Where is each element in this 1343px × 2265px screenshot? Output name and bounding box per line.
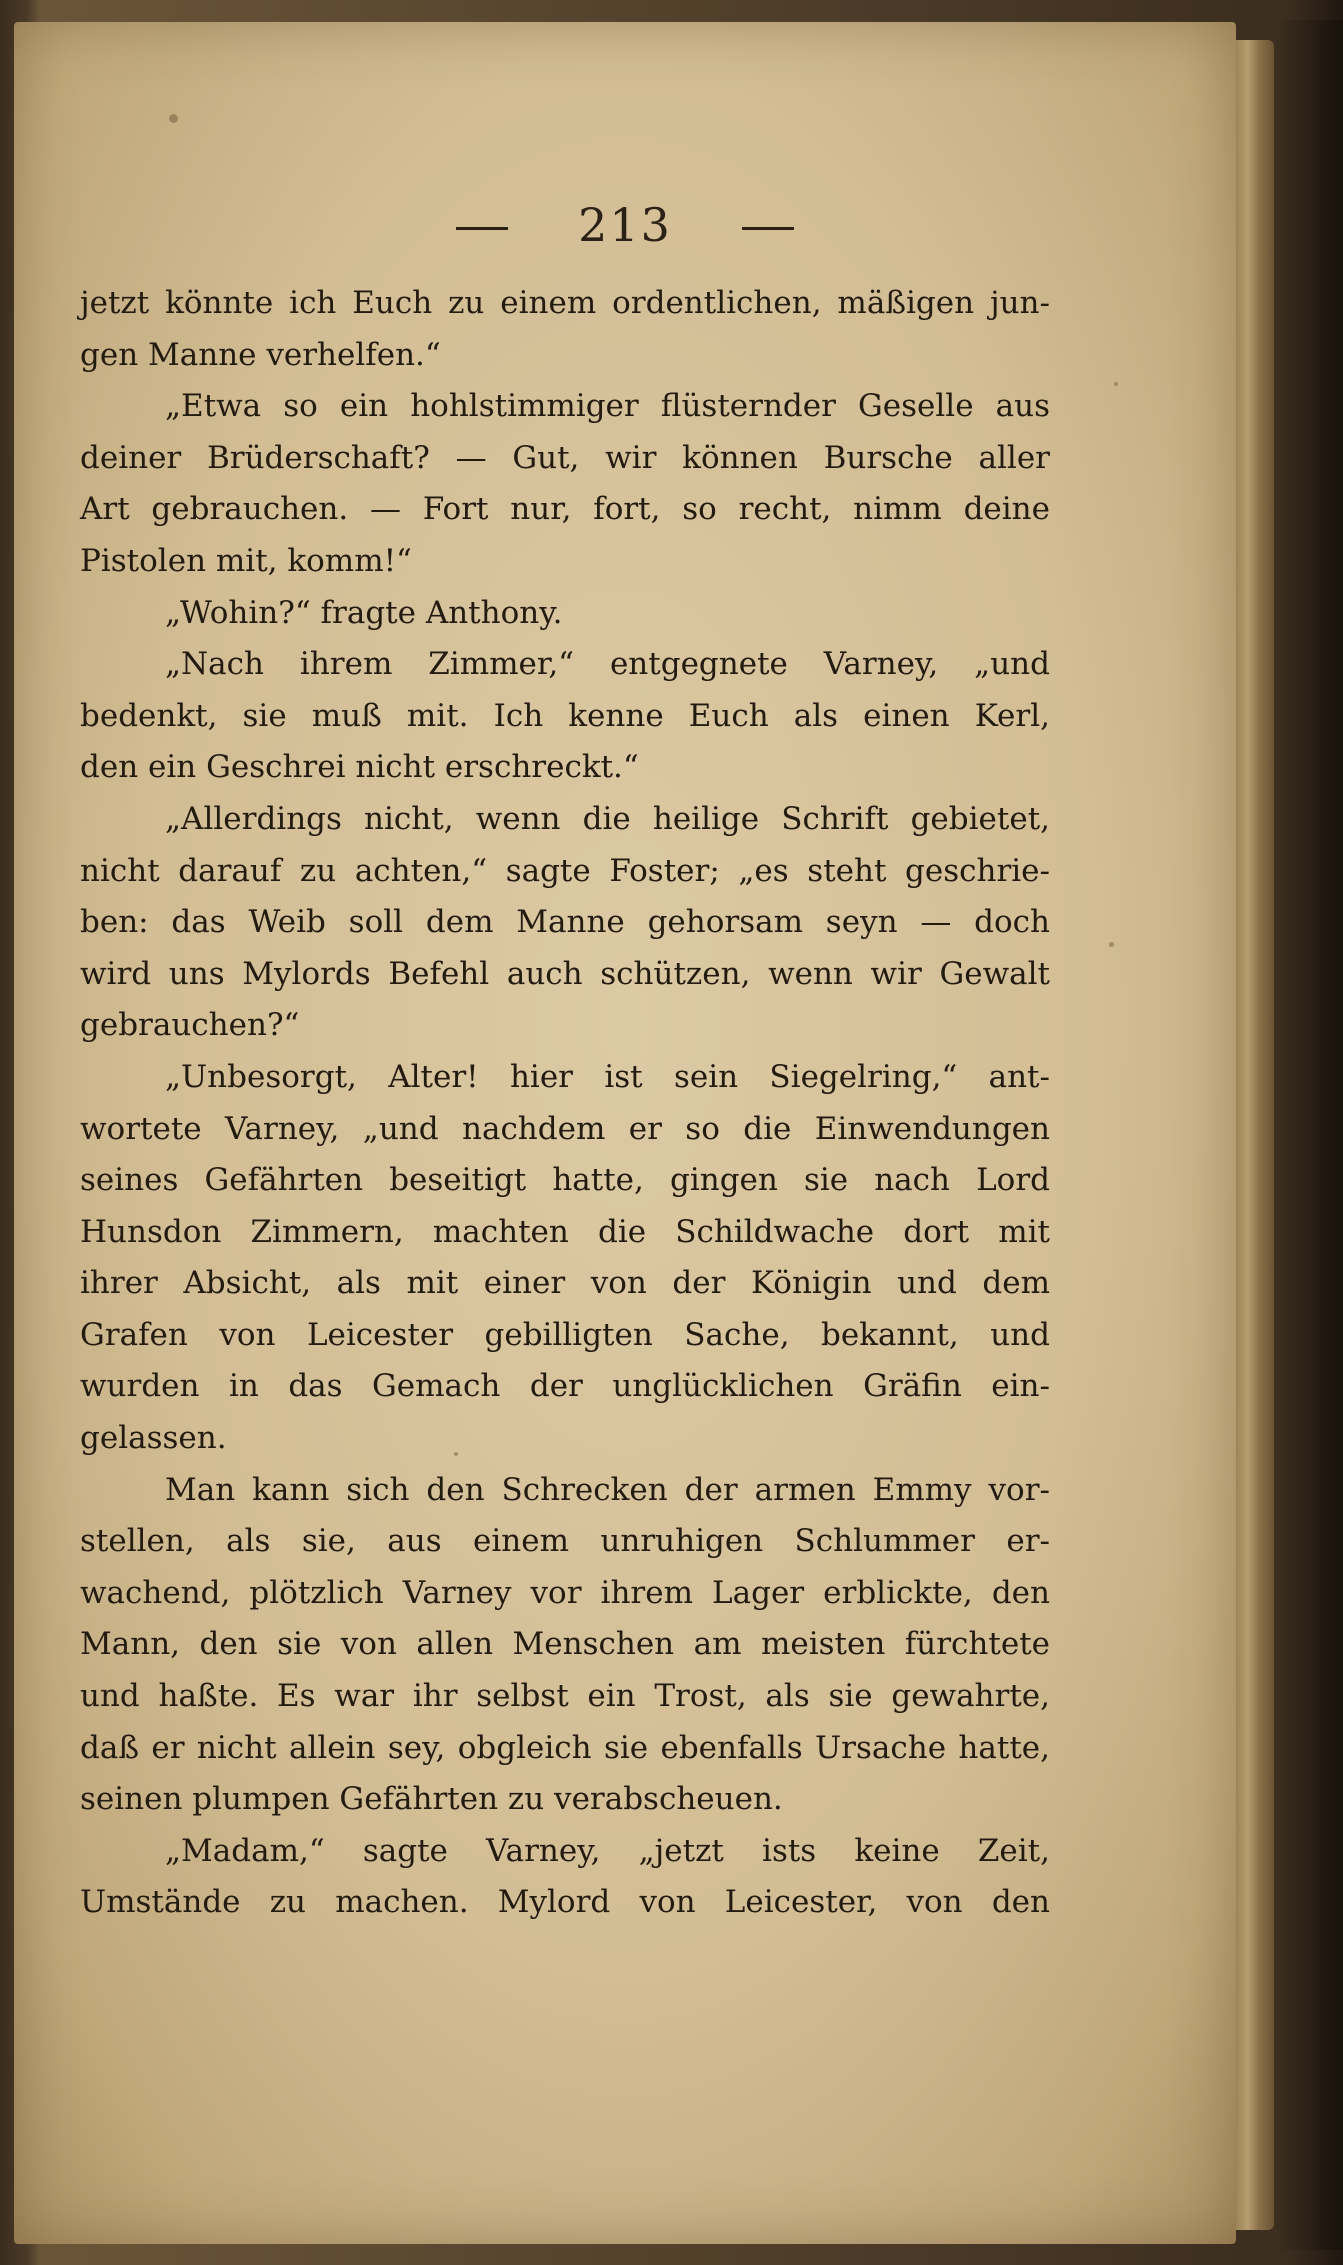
text-line: daß er nicht allein sey, obgleich sie ebenfalls Ursache hatte, — [80, 1729, 1050, 1766]
text-line: „Unbesorgt, Alter! hier ist sein Siegelring,“ ant- — [165, 1058, 1050, 1095]
text-line: jetzt könnte ich Euch zu einem ordentlichen, mäßigen jun- — [80, 285, 1050, 321]
body-text — [80, 278, 1050, 1929]
text-line: gen Manne verhelfen.“ — [80, 336, 441, 373]
text-line: Mann, den sie von allen Menschen am meisten fürchtete — [80, 1626, 1050, 1663]
text-line: den ein Geschrei nicht erschreckt.“ — [80, 749, 639, 786]
text-line: Grafen von Leicester gebilligten Sache, bekannt, und — [80, 1316, 1050, 1353]
text-line: seines Gefährten beseitigt hatte, gingen sie nach Lord — [80, 1162, 1050, 1199]
text-line: „Wohin?“ fragte Anthony. — [165, 594, 563, 631]
text-line: wachend, plötzlich Varney vor ihrem Lager erblickte, den — [80, 1574, 1050, 1611]
book-cover-edge — [1274, 20, 1343, 2250]
text-line: „Etwa so ein hohlstimmiger flüsternder Geselle aus — [165, 388, 1050, 425]
page-stack-edge — [1236, 40, 1274, 2230]
text-line: Pistolen mit, komm!“ — [80, 542, 412, 579]
text-line: Hunsdon Zimmern, machten die Schildwache dort mit — [80, 1213, 1050, 1250]
text-line: gelassen. — [80, 1420, 227, 1457]
page-number: 213 — [578, 198, 672, 252]
header-dash-right — [742, 227, 794, 230]
text-line: Art gebrauchen. — Fort nur, fort, so recht, nimm deine — [80, 491, 1050, 528]
text-line: wurden in das Gemach der unglücklichen Gräfin ein- — [80, 1368, 1050, 1405]
text-line: Man kann sich den Schrecken der armen Emmy vor- — [165, 1471, 1050, 1508]
text-line: nicht darauf zu achten,“ sagte Foster; „es steht geschrie- — [80, 852, 1050, 889]
paper-speck — [1114, 382, 1118, 386]
text-line: seinen plumpen Gefährten zu verabscheuen. — [80, 1781, 783, 1818]
text-line: „Madam,“ sagte Varney, „jetzt ists keine Zeit, — [165, 1832, 1050, 1869]
text-line: wortete Varney, „und nachdem er so die Einwendungen — [80, 1110, 1050, 1147]
text-line: ben: das Weib soll dem Manne gehorsam seyn — doch — [80, 904, 1050, 941]
text-line: „Allerdings nicht, wenn die heilige Schrift gebietet, — [165, 800, 1050, 837]
paper-speck — [1109, 942, 1114, 947]
header-dash-left — [456, 227, 508, 230]
text-line: deiner Brüderschaft? — Gut, wir können Bursche aller — [80, 439, 1050, 476]
text-line: stellen, als sie, aus einem unruhigen Schlummer er- — [80, 1523, 1050, 1560]
text-line: gebrauchen?“ — [80, 1007, 300, 1044]
text-line: bedenkt, sie muß mit. Ich kenne Euch als einen Kerl, — [80, 697, 1050, 734]
page-header — [14, 190, 1236, 260]
text-line: ihrer Absicht, als mit einer von der Königin und dem — [80, 1265, 1050, 1302]
text-line: und haßte. Es war ihr selbst ein Trost, als sie gewahrte, — [80, 1678, 1050, 1715]
paper-speck — [169, 114, 178, 123]
text-line: Umstände zu machen. Mylord von Leicester, von den — [80, 1884, 1050, 1921]
text-line: „Nach ihrem Zimmer,“ entgegnete Varney, „und — [165, 646, 1050, 683]
text-line: wird uns Mylords Befehl auch schützen, wenn wir Gewalt — [80, 955, 1050, 992]
